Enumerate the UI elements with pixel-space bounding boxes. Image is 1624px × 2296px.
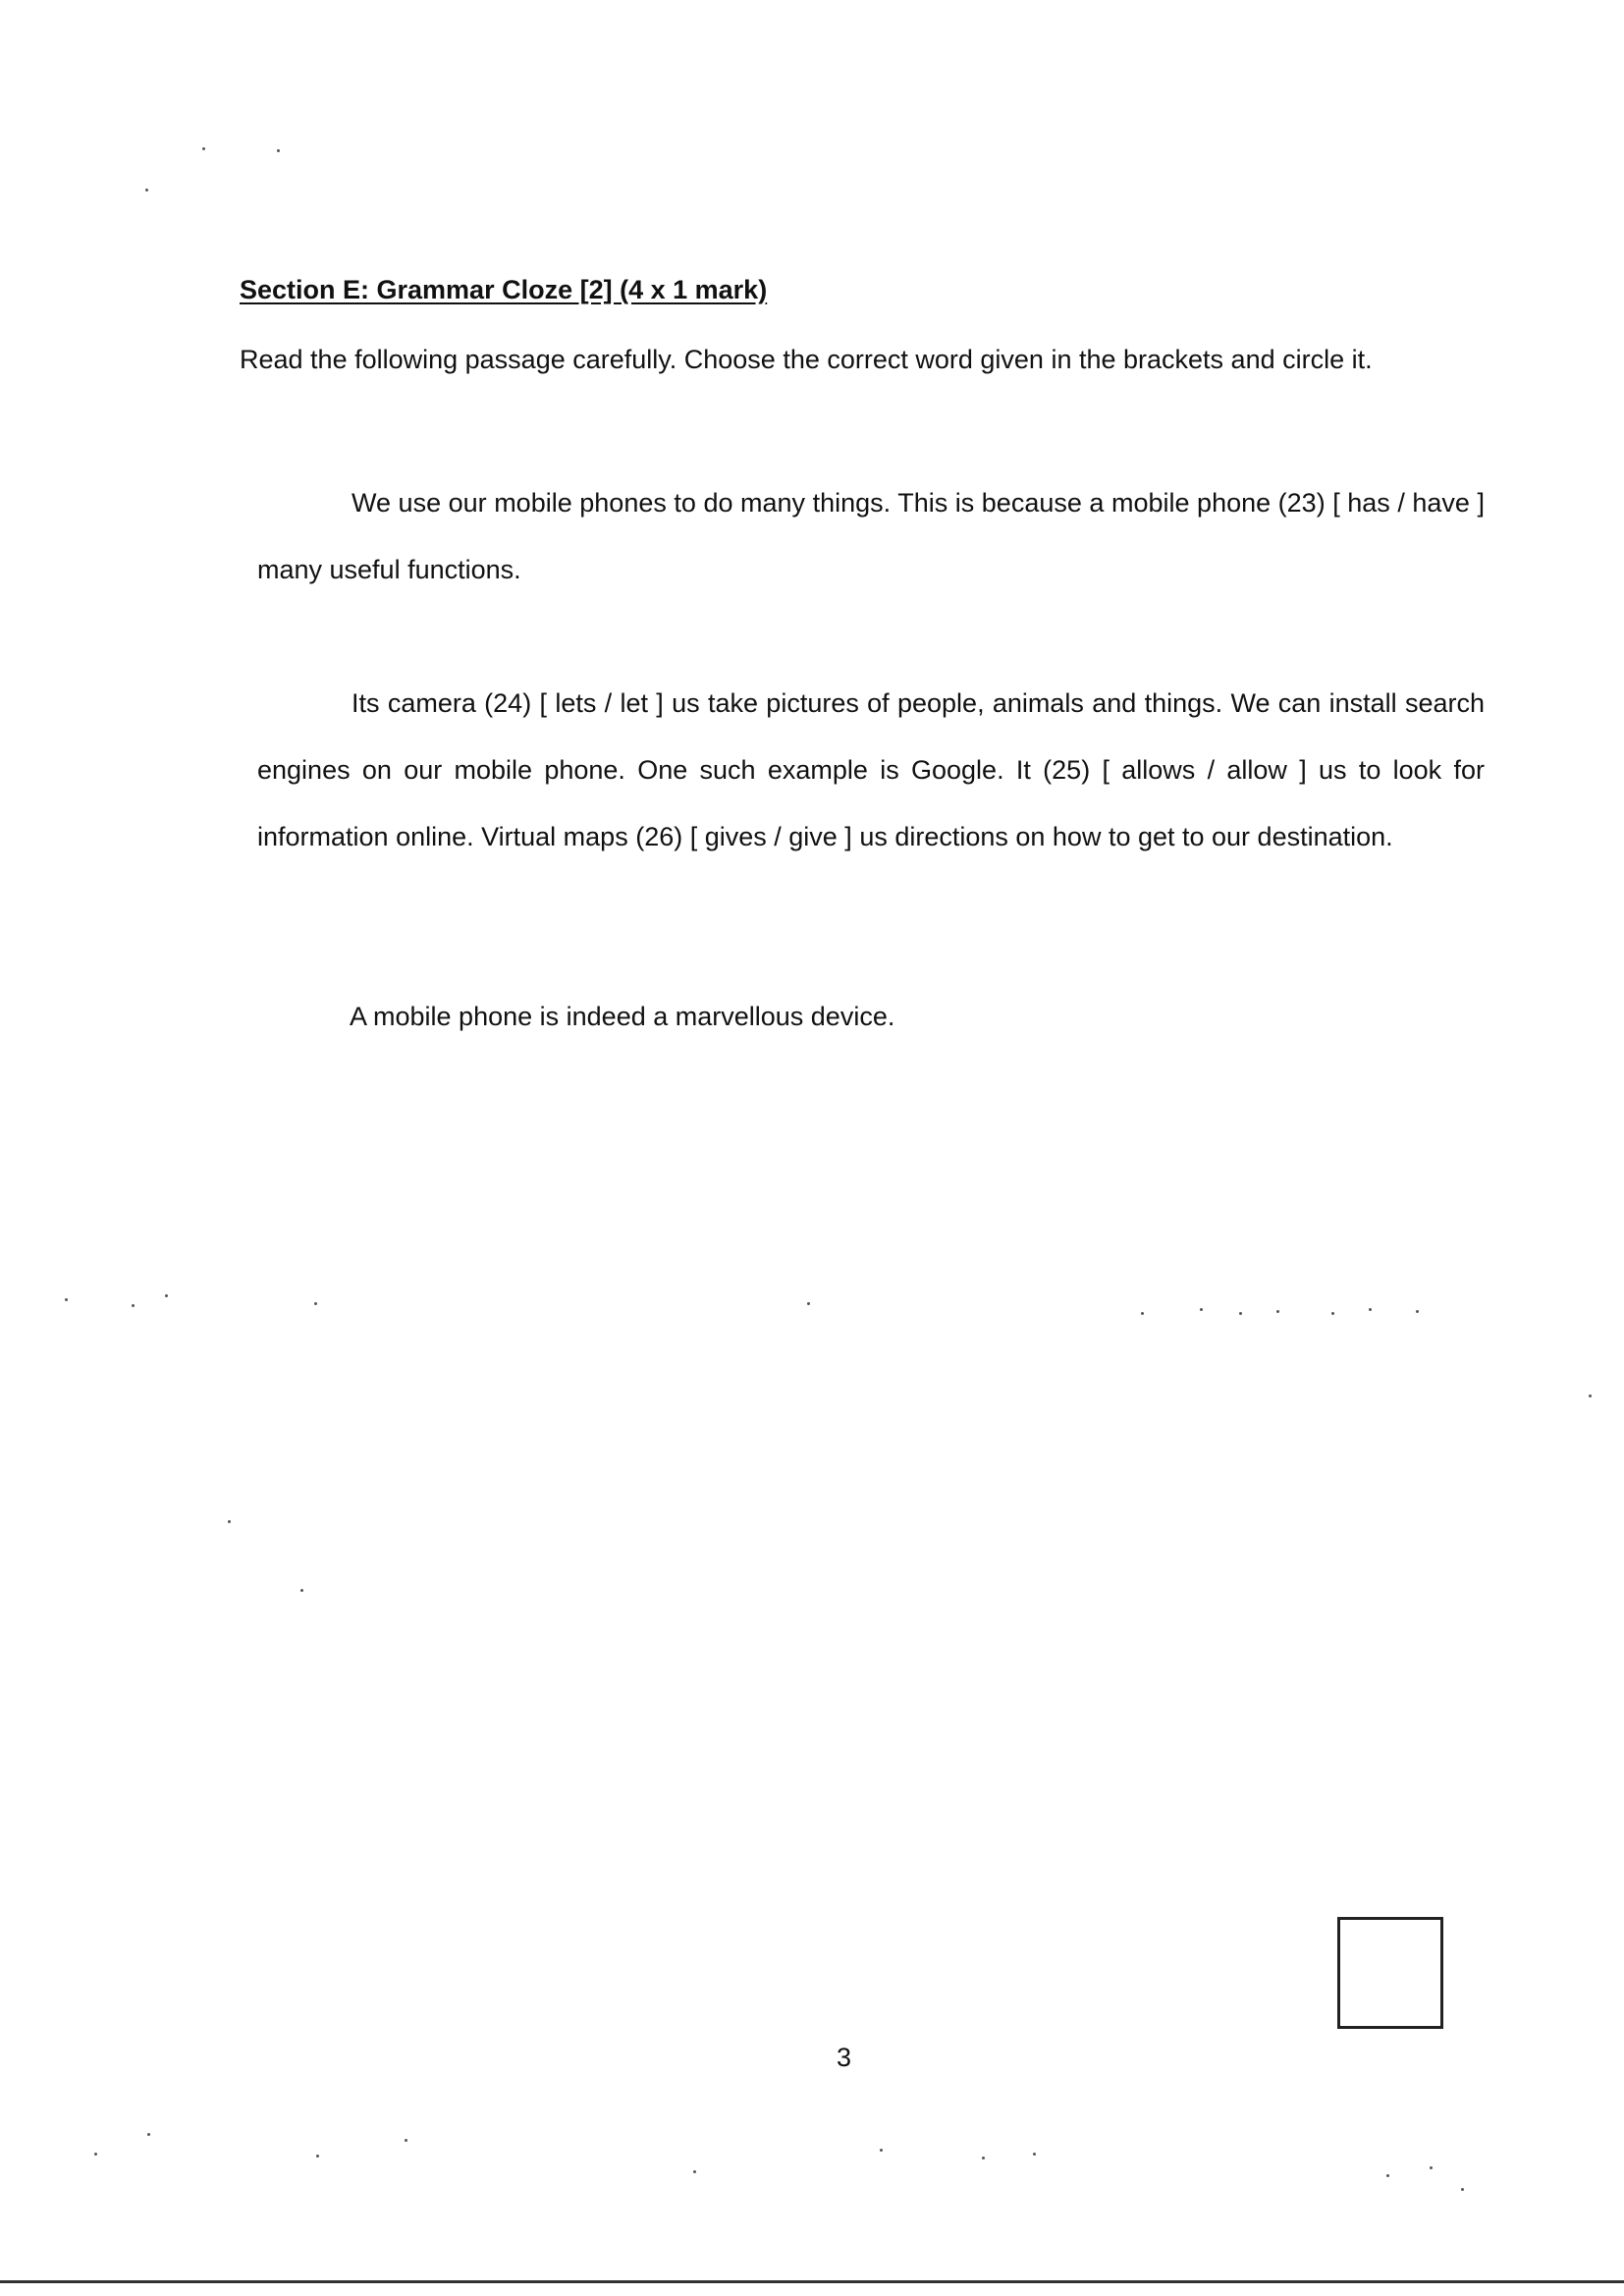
scan-speck: [277, 149, 280, 152]
scan-speck: [693, 2170, 696, 2173]
scan-speck: [145, 189, 148, 191]
passage-paragraph-1: [257, 469, 1485, 603]
scan-speck: [1200, 1308, 1203, 1311]
scan-speck: [228, 1520, 231, 1523]
scan-speck: [1141, 1312, 1144, 1315]
scan-speck: [1033, 2153, 1036, 2156]
scan-speck: [807, 1302, 810, 1305]
scan-speck: [132, 1304, 135, 1307]
scan-speck: [1386, 2174, 1389, 2177]
instructions: Read the following passage carefully. Choose the correct word given in the brackets and circle it.: [240, 345, 1373, 374]
passage-text: us take pictures of people, animals and things. We can install search engines on our mobile phone. One such example is Google. It: [257, 688, 1486, 785]
scan-speck: [147, 2133, 150, 2136]
scan-speck: [202, 147, 205, 150]
score-box[interactable]: [1337, 1917, 1443, 2029]
question-number-26: (26): [635, 822, 683, 851]
passage-text: Its camera: [352, 688, 485, 718]
scan-speck: [314, 1302, 317, 1305]
scan-speck: [982, 2157, 985, 2159]
question-number-24: (24): [484, 688, 532, 718]
answer-choices-23[interactable]: [ has / have ]: [1332, 488, 1485, 518]
passage-text: We use our mobile phones to do many things. This is because a mobile phone: [352, 488, 1278, 518]
bottom-scan-edge: [0, 2280, 1624, 2283]
scan-speck: [300, 1589, 303, 1592]
answer-choices-25[interactable]: [ allows / allow ]: [1102, 755, 1307, 785]
passage-text: us to look for information online. Virtual maps: [257, 755, 1485, 851]
section-heading: Section E: Grammar Cloze [2] (4 x 1 mark): [240, 275, 768, 304]
scan-speck: [1239, 1312, 1242, 1315]
answer-choices-26[interactable]: [ gives / give ]: [689, 822, 852, 851]
scan-speck: [1461, 2188, 1464, 2191]
question-number-25: (25): [1043, 755, 1091, 785]
scan-speck: [1369, 1308, 1372, 1311]
scan-speck: [880, 2149, 883, 2152]
scan-speck: [94, 2153, 97, 2156]
scan-speck: [405, 2139, 407, 2142]
passage-text: us directions on how to get to our destination.: [851, 822, 1393, 851]
passage-text: many useful functions.: [257, 555, 521, 584]
scan-speck: [1331, 1312, 1334, 1315]
passage-paragraph-2: [257, 670, 1485, 870]
scan-speck: [1430, 2166, 1433, 2169]
page-number: 3: [837, 2043, 852, 2072]
scan-speck: [65, 1298, 68, 1301]
scan-speck: [165, 1294, 168, 1297]
scan-speck: [316, 2155, 319, 2158]
scan-speck: [1589, 1394, 1592, 1397]
question-number-23: (23): [1277, 488, 1326, 518]
answer-choices-24[interactable]: [ lets / let ]: [539, 688, 664, 718]
passage-paragraph-3: A mobile phone is indeed a marvellous device.: [350, 1002, 895, 1031]
scan-speck: [1416, 1310, 1419, 1313]
scan-speck: [1276, 1310, 1279, 1313]
